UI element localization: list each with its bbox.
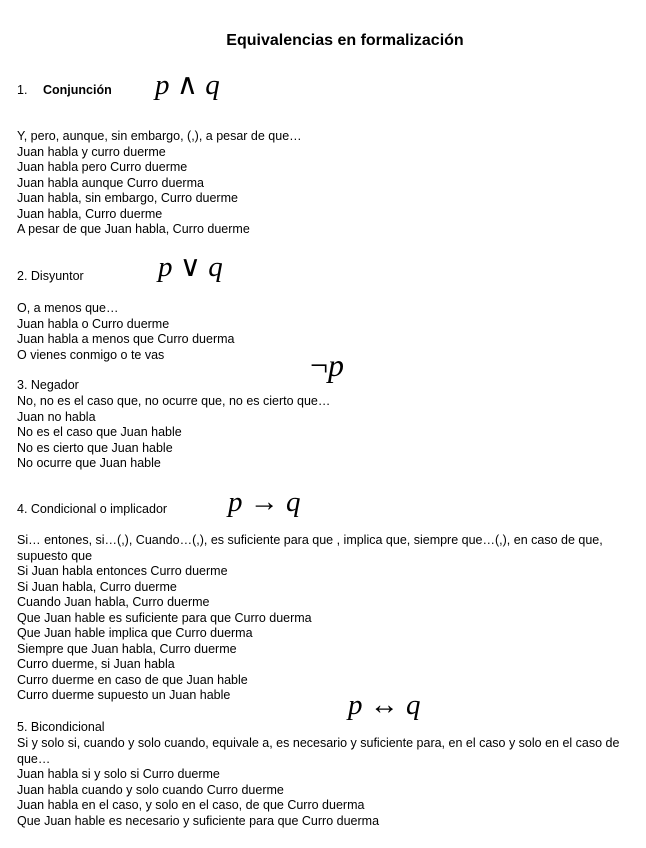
not-symbol: ¬ bbox=[310, 347, 329, 383]
formula-var: q bbox=[208, 251, 223, 283]
or-symbol: ∨ bbox=[179, 251, 201, 283]
implies-arrow-symbol: → bbox=[249, 486, 279, 518]
section-heading-conjuncion: Conjunción bbox=[43, 83, 112, 97]
section-number: 1. bbox=[17, 83, 28, 97]
text-line: Juan habla en el caso, y solo en el caso, de que Curro duerma bbox=[17, 798, 365, 812]
text-line: Y, pero, aunque, sin embargo, (,), a pesar de que… bbox=[17, 129, 302, 143]
text-line: Que Juan hable es suficiente para que Curro duerma bbox=[17, 610, 312, 625]
section-lines-disyuntor bbox=[17, 301, 235, 363]
and-symbol: ∧ bbox=[176, 69, 198, 101]
text-line: No ocurre que Juan hable bbox=[17, 456, 161, 470]
formula-negador bbox=[310, 347, 345, 383]
text-line: Si… entones, si…(,), Cuando…(,), es suficiente para que , implica que, siempre que…(,), en caso de que, supuesto que bbox=[17, 533, 603, 563]
section-heading-disyuntor: 2. Disyuntor bbox=[17, 269, 84, 283]
section-heading-condicional: 4. Condicional o implicador bbox=[17, 502, 168, 516]
section-lines-conjuncion bbox=[17, 129, 302, 238]
text-line: Que Juan hable es necesario y suficiente para que Curro duerma bbox=[17, 813, 380, 828]
text-line: Juan habla pero Curro duerme bbox=[17, 160, 188, 174]
section-heading-negador: 3. Negador bbox=[17, 378, 79, 392]
text-line: Juan habla aunque Curro duerma bbox=[17, 175, 204, 190]
text-line: O vienes conmigo o te vas bbox=[17, 347, 165, 362]
formula-var: q bbox=[205, 69, 220, 101]
text-line: Cuando Juan habla, Curro duerme bbox=[17, 595, 210, 609]
formula-var: p bbox=[155, 69, 170, 101]
text-line: Si Juan habla entonces Curro duerme bbox=[17, 564, 228, 578]
formula-var: p bbox=[228, 486, 243, 518]
text-line: Juan habla cuando y solo cuando Curro duerme bbox=[17, 782, 284, 797]
text-line: Curro duerme supuesto un Juan hable bbox=[17, 688, 231, 702]
text-line: Juan habla y curro duerme bbox=[17, 144, 166, 159]
formula-var: p bbox=[348, 689, 363, 721]
text-line: Curro duerme, si Juan habla bbox=[17, 657, 175, 671]
formula-bicondicional bbox=[348, 690, 421, 720]
text-line: Si y solo si, cuando y solo cuando, equivale a, es necesario y suficiente para, en el caso y solo en el caso de que… bbox=[17, 736, 620, 766]
formula-var: q bbox=[406, 689, 421, 721]
text-line: Juan habla, Curro duerme bbox=[17, 206, 163, 221]
formula-conjuncion bbox=[155, 70, 220, 100]
text-line: A pesar de que Juan habla, Curro duerme bbox=[17, 222, 250, 236]
text-line: Juan no habla bbox=[17, 409, 96, 424]
text-line: No es cierto que Juan hable bbox=[17, 440, 173, 455]
iff-arrow-symbol: ↔ bbox=[369, 689, 399, 721]
page-title: Equivalencias en formalización bbox=[226, 32, 464, 49]
text-line: Siempre que Juan habla, Curro duerme bbox=[17, 641, 237, 656]
formula-var: p bbox=[158, 251, 173, 283]
text-line: Juan habla si y solo si Curro duerme bbox=[17, 767, 220, 781]
text-line: No, no es el caso que, no ocurre que, no es cierto que… bbox=[17, 394, 331, 408]
formula-condicional bbox=[228, 487, 301, 517]
formula-var: q bbox=[286, 486, 301, 518]
section-lines-condicional bbox=[17, 533, 627, 704]
text-line: Juan habla, sin embargo, Curro duerme bbox=[17, 191, 238, 205]
section-heading-bicondicional: 5. Bicondicional bbox=[17, 720, 105, 734]
text-line: Juan habla o Curro duerme bbox=[17, 316, 170, 331]
text-line: Si Juan habla, Curro duerme bbox=[17, 579, 177, 594]
text-line: Que Juan hable implica que Curro duerma bbox=[17, 626, 253, 640]
formula-disyuntor bbox=[158, 252, 223, 282]
formula-var: p bbox=[328, 347, 345, 383]
section-lines-bicondicional bbox=[17, 736, 627, 829]
text-line: Curro duerme en caso de que Juan hable bbox=[17, 672, 248, 687]
section-lines-negador bbox=[17, 394, 330, 472]
text-line: O, a menos que… bbox=[17, 301, 119, 315]
text-line: Juan habla a menos que Curro duerma bbox=[17, 332, 235, 346]
text-line: No es el caso que Juan hable bbox=[17, 425, 182, 439]
